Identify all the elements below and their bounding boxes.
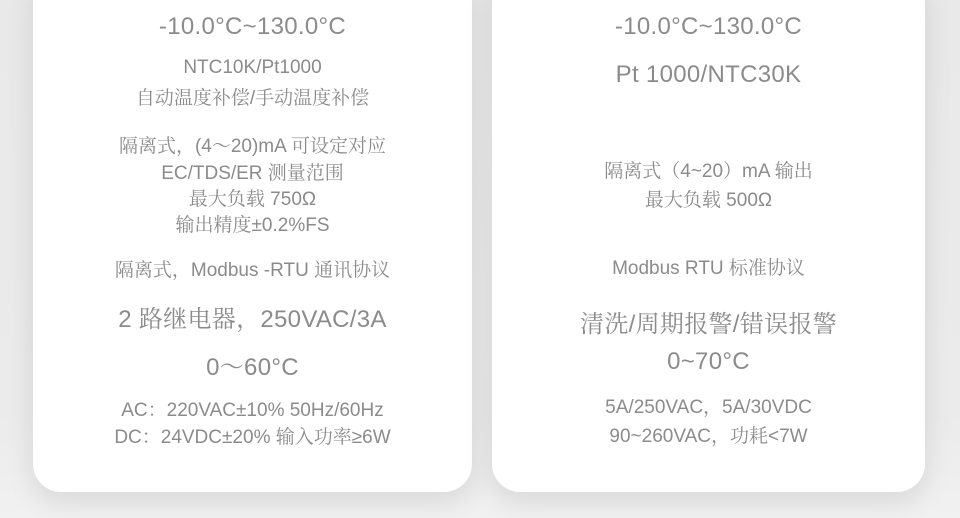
spec-current-output-line2: EC/TDS/ER 测量范围: [161, 163, 344, 184]
spec-communication: Modbus RTU 标准协议: [612, 258, 805, 279]
spec-temp-range: -10.0°C~130.0°C: [158, 13, 347, 40]
spec-power-dc: DC：24VDC±20% 输入功率≥6W: [114, 427, 391, 448]
spec-card-left: [33, 0, 472, 492]
spec-current-output: 隔离式（4~20）mA 输出: [604, 161, 813, 182]
spec-temp-sensor-types: Pt 1000/NTC30K: [615, 61, 802, 88]
spec-max-load: 最大负载 750Ω: [188, 189, 317, 210]
spec-relay-rating: 5A/250VAC，5A/30VDC: [605, 397, 812, 418]
spec-working-temp: 0~70°C: [667, 348, 750, 375]
spec-power: 90~260VAC，功耗<7W: [609, 426, 808, 447]
spec-output-accuracy: 输出精度±0.2%FS: [175, 215, 330, 236]
spec-temp-sensor-types: NTC10K/Pt1000: [183, 57, 322, 78]
spec-working-temp: 0～60°C: [206, 354, 299, 381]
spec-max-load: 最大负载 500Ω: [644, 190, 773, 211]
spec-temp-compensation: 自动温度补偿/手动温度补偿: [135, 88, 370, 109]
spec-alarm-functions: 清洗/周期报警/错误报警: [580, 311, 837, 338]
spec-temp-range: -10.0°C~130.0°C: [614, 13, 803, 40]
spec-communication: 隔离式，Modbus -RTU 通讯协议: [114, 260, 391, 281]
spec-power-ac: AC：220VAC±10% 50Hz/60Hz: [121, 400, 384, 421]
spec-card-right: [492, 0, 925, 492]
spec-relay: 2 路继电器，250VAC/3A: [118, 306, 387, 333]
spec-current-output-line1: 隔离式，(4～20)mA 可设定对应: [118, 136, 387, 157]
